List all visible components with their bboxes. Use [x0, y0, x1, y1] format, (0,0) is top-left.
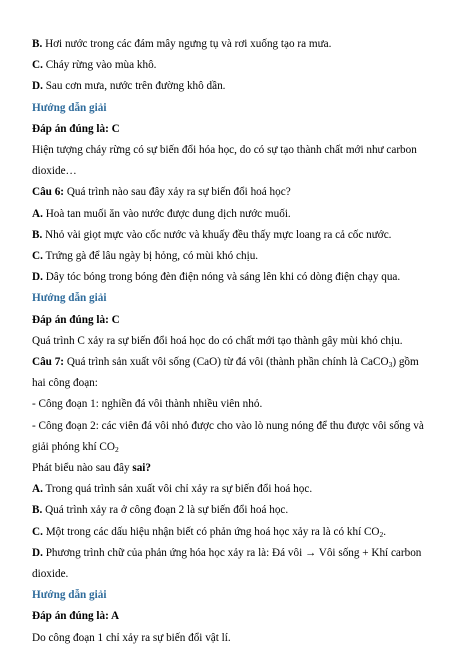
option-key: B.: [32, 38, 43, 50]
q7-prompt: [32, 458, 424, 479]
option-key: C.: [32, 250, 43, 263]
q6-option-c: [32, 246, 424, 267]
option-key: D.: [32, 271, 43, 284]
option-key: A.: [32, 207, 43, 220]
solution-heading: Hướng dẫn giải: [32, 292, 107, 305]
question-text-end: ) gồm hai công đoạn:: [32, 356, 419, 390]
question-6: [32, 182, 424, 203]
prompt-text: Phát biểu nào sau đây: [32, 462, 133, 475]
explanation: Do công đoạn 1 chỉ xảy ra sự biến đổi vật lí.: [32, 631, 231, 644]
q5-option-d: [32, 76, 424, 97]
question-text: Quá trình sản xuất vôi sống (CaO) từ đá vôi (thành phần chính là CaCO: [64, 356, 389, 369]
option-text: Hoà tan muối ăn vào nước được dung dịch nước muối.: [42, 207, 291, 220]
q7-option-a: [32, 479, 424, 500]
solution-heading: Hướng dẫn giải: [32, 101, 107, 114]
q6-option-b: [32, 225, 424, 246]
answer-line: Đáp án đúng là: A: [32, 610, 120, 623]
explanation: Hiện tượng cháy rừng có sự biến đổi hóa học, do có sự tạo thành chất mới như carbon dioxide…: [32, 144, 417, 178]
q7-step-1: - Công đoạn 1: nghiền đá vôi thành nhiều viên nhỏ.: [32, 398, 263, 411]
option-key: D.: [32, 80, 43, 93]
option-text: Trứng gà để lâu ngày bị hỏng, có mùi khó chịu.: [42, 250, 259, 263]
option-text-end: .: [383, 525, 387, 538]
option-key: A.: [32, 483, 43, 496]
answer-line: Đáp án đúng là: C: [32, 313, 120, 326]
q6-option-d: [32, 267, 424, 288]
prompt-emphasis: sai?: [132, 462, 152, 475]
subscript: 3: [388, 360, 393, 370]
option-text: Nhỏ vài giọt mực vào cốc nước và khuấy đều thấy mực loang ra cả cốc nước.: [42, 228, 392, 241]
option-text: Quá trình xảy ra ở công đoạn 2 là sự biến đổi hoá học.: [42, 504, 289, 517]
q6-option-a: [32, 204, 424, 225]
question-text: Quá trình nào sau đây xảy ra sự biến đổi hoá học?: [64, 186, 291, 199]
subscript: 2: [114, 444, 119, 454]
option-key: C.: [32, 525, 43, 538]
q5-option-c: [32, 55, 424, 76]
option-key: D.: [32, 546, 43, 559]
option-key: B.: [32, 504, 43, 517]
explanation: Quá trình C xảy ra sự biến đổi hoá học do có chất mới tạo thành gây mùi khó chịu.: [32, 334, 403, 347]
option-key: C.: [32, 59, 43, 72]
option-text: Hơi nước trong các đám mây ngưng tụ và rơi xuống tạo ra mưa.: [42, 38, 332, 50]
question-label: Câu 6:: [32, 186, 65, 199]
q5-option-b: [32, 34, 424, 55]
option-text: Trong quá trình sản xuất vôi chỉ xảy ra sự biến đổi hoá học.: [42, 483, 313, 496]
option-key: B.: [32, 228, 43, 241]
q7-option-b: [32, 500, 424, 521]
q7-step-2: [32, 416, 424, 458]
option-text: Phương trình chữ của phản ứng hóa học xảy ra là: Đá vôi → Vôi sống + Khí carbon dioxide.: [32, 546, 422, 581]
q7-option-d: [32, 543, 424, 585]
option-text: Dây tóc bóng trong bóng đèn điện nóng và sáng lên khi có dòng điện chạy qua.: [42, 271, 401, 284]
solution-heading: Hướng dẫn giải: [32, 589, 107, 602]
option-text: Sau cơn mưa, nước trên đường khô dần.: [42, 80, 226, 93]
option-text: Cháy rừng vào mùa khô.: [42, 59, 157, 72]
question-7: [32, 352, 424, 394]
document-page: [32, 34, 424, 649]
q7-option-c: [32, 522, 424, 543]
option-text: Một trong các dấu hiệu nhận biết có phản ứng hoá học xảy ra là có khí CO: [42, 525, 380, 538]
answer-line: Đáp án đúng là: C: [32, 122, 120, 135]
question-label: Câu 7:: [32, 356, 65, 369]
step-text: - Công đoạn 2: các viên đá vôi nhỏ được cho vào lò nung nóng để thu được vôi sống và giải phóng khí CO: [32, 419, 424, 453]
subscript: 2: [379, 529, 384, 539]
